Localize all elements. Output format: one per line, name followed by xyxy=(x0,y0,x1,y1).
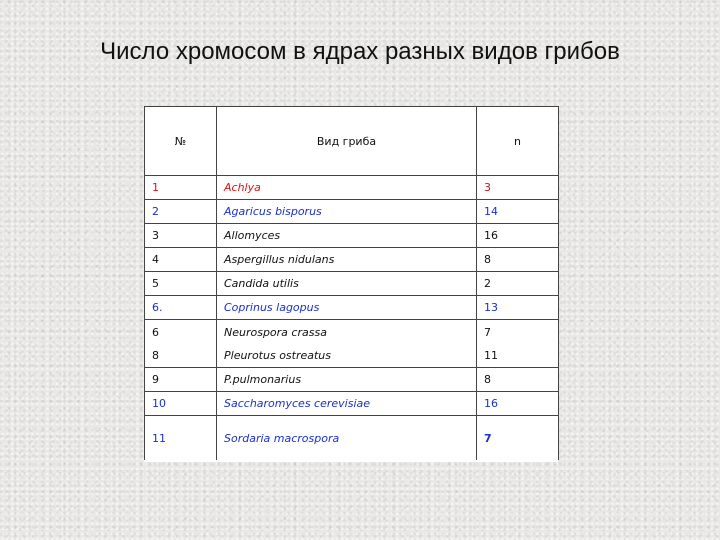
row-count-line: 7 xyxy=(484,325,491,339)
row-number: 2 xyxy=(145,200,217,224)
row-species: Saccharomyces cerevisiae xyxy=(217,392,477,416)
row-number xyxy=(145,320,217,368)
row-species-line: Pleurotus ostreatus xyxy=(224,348,332,362)
row-chromosome-count: 2 xyxy=(477,272,559,296)
row-species: Agaricus bisporus xyxy=(217,200,477,224)
table-row xyxy=(145,176,559,200)
row-species xyxy=(217,320,477,368)
table-row xyxy=(145,368,559,392)
row-species: Aspergillus nidulans xyxy=(217,248,477,272)
row-species: P.pulmonarius xyxy=(217,368,477,392)
row-number-line: 6 xyxy=(152,325,159,339)
row-chromosome-count: 3 xyxy=(477,176,559,200)
chromosome-table xyxy=(144,106,559,460)
header-chromosome-count: n xyxy=(477,107,559,176)
row-chromosome-count: 7 xyxy=(477,416,559,461)
header-number: № xyxy=(145,107,217,176)
row-number: 3 xyxy=(145,224,217,248)
row-chromosome-count: 13 xyxy=(477,296,559,320)
row-species: Achlya xyxy=(217,176,477,200)
row-number: 9 xyxy=(145,368,217,392)
row-chromosome-count: 16 xyxy=(477,392,559,416)
row-chromosome-count: 14 xyxy=(477,200,559,224)
header-species: Вид гриба xyxy=(217,107,477,176)
table-header-row xyxy=(145,107,559,176)
row-number-line: 8 xyxy=(152,348,159,362)
row-species: Candida utilis xyxy=(217,272,477,296)
row-chromosome-count: 8 xyxy=(477,248,559,272)
table-row xyxy=(145,272,559,296)
row-species-line: Neurospora crassa xyxy=(224,325,327,339)
table-row xyxy=(145,224,559,248)
row-number: 4 xyxy=(145,248,217,272)
slide-title: Число хромосом в ядрах разных видов грибов xyxy=(100,38,620,65)
table-row xyxy=(145,296,559,320)
table-row xyxy=(145,320,559,368)
table-row xyxy=(145,248,559,272)
row-chromosome-count xyxy=(477,320,559,368)
row-chromosome-count: 8 xyxy=(477,368,559,392)
row-number: 5 xyxy=(145,272,217,296)
table-row xyxy=(145,392,559,416)
row-number: 10 xyxy=(145,392,217,416)
row-chromosome-count: 16 xyxy=(477,224,559,248)
row-number: 6. xyxy=(145,296,217,320)
table-row xyxy=(145,416,559,461)
row-species: Sordaria macrospora xyxy=(217,416,477,461)
chromosome-table-container xyxy=(144,106,558,462)
row-species: Allomyces xyxy=(217,224,477,248)
table-row xyxy=(145,200,559,224)
row-species: Coprinus lagopus xyxy=(217,296,477,320)
row-number: 1 xyxy=(145,176,217,200)
row-count-line: 11 xyxy=(484,348,498,362)
row-number: 11 xyxy=(145,416,217,461)
